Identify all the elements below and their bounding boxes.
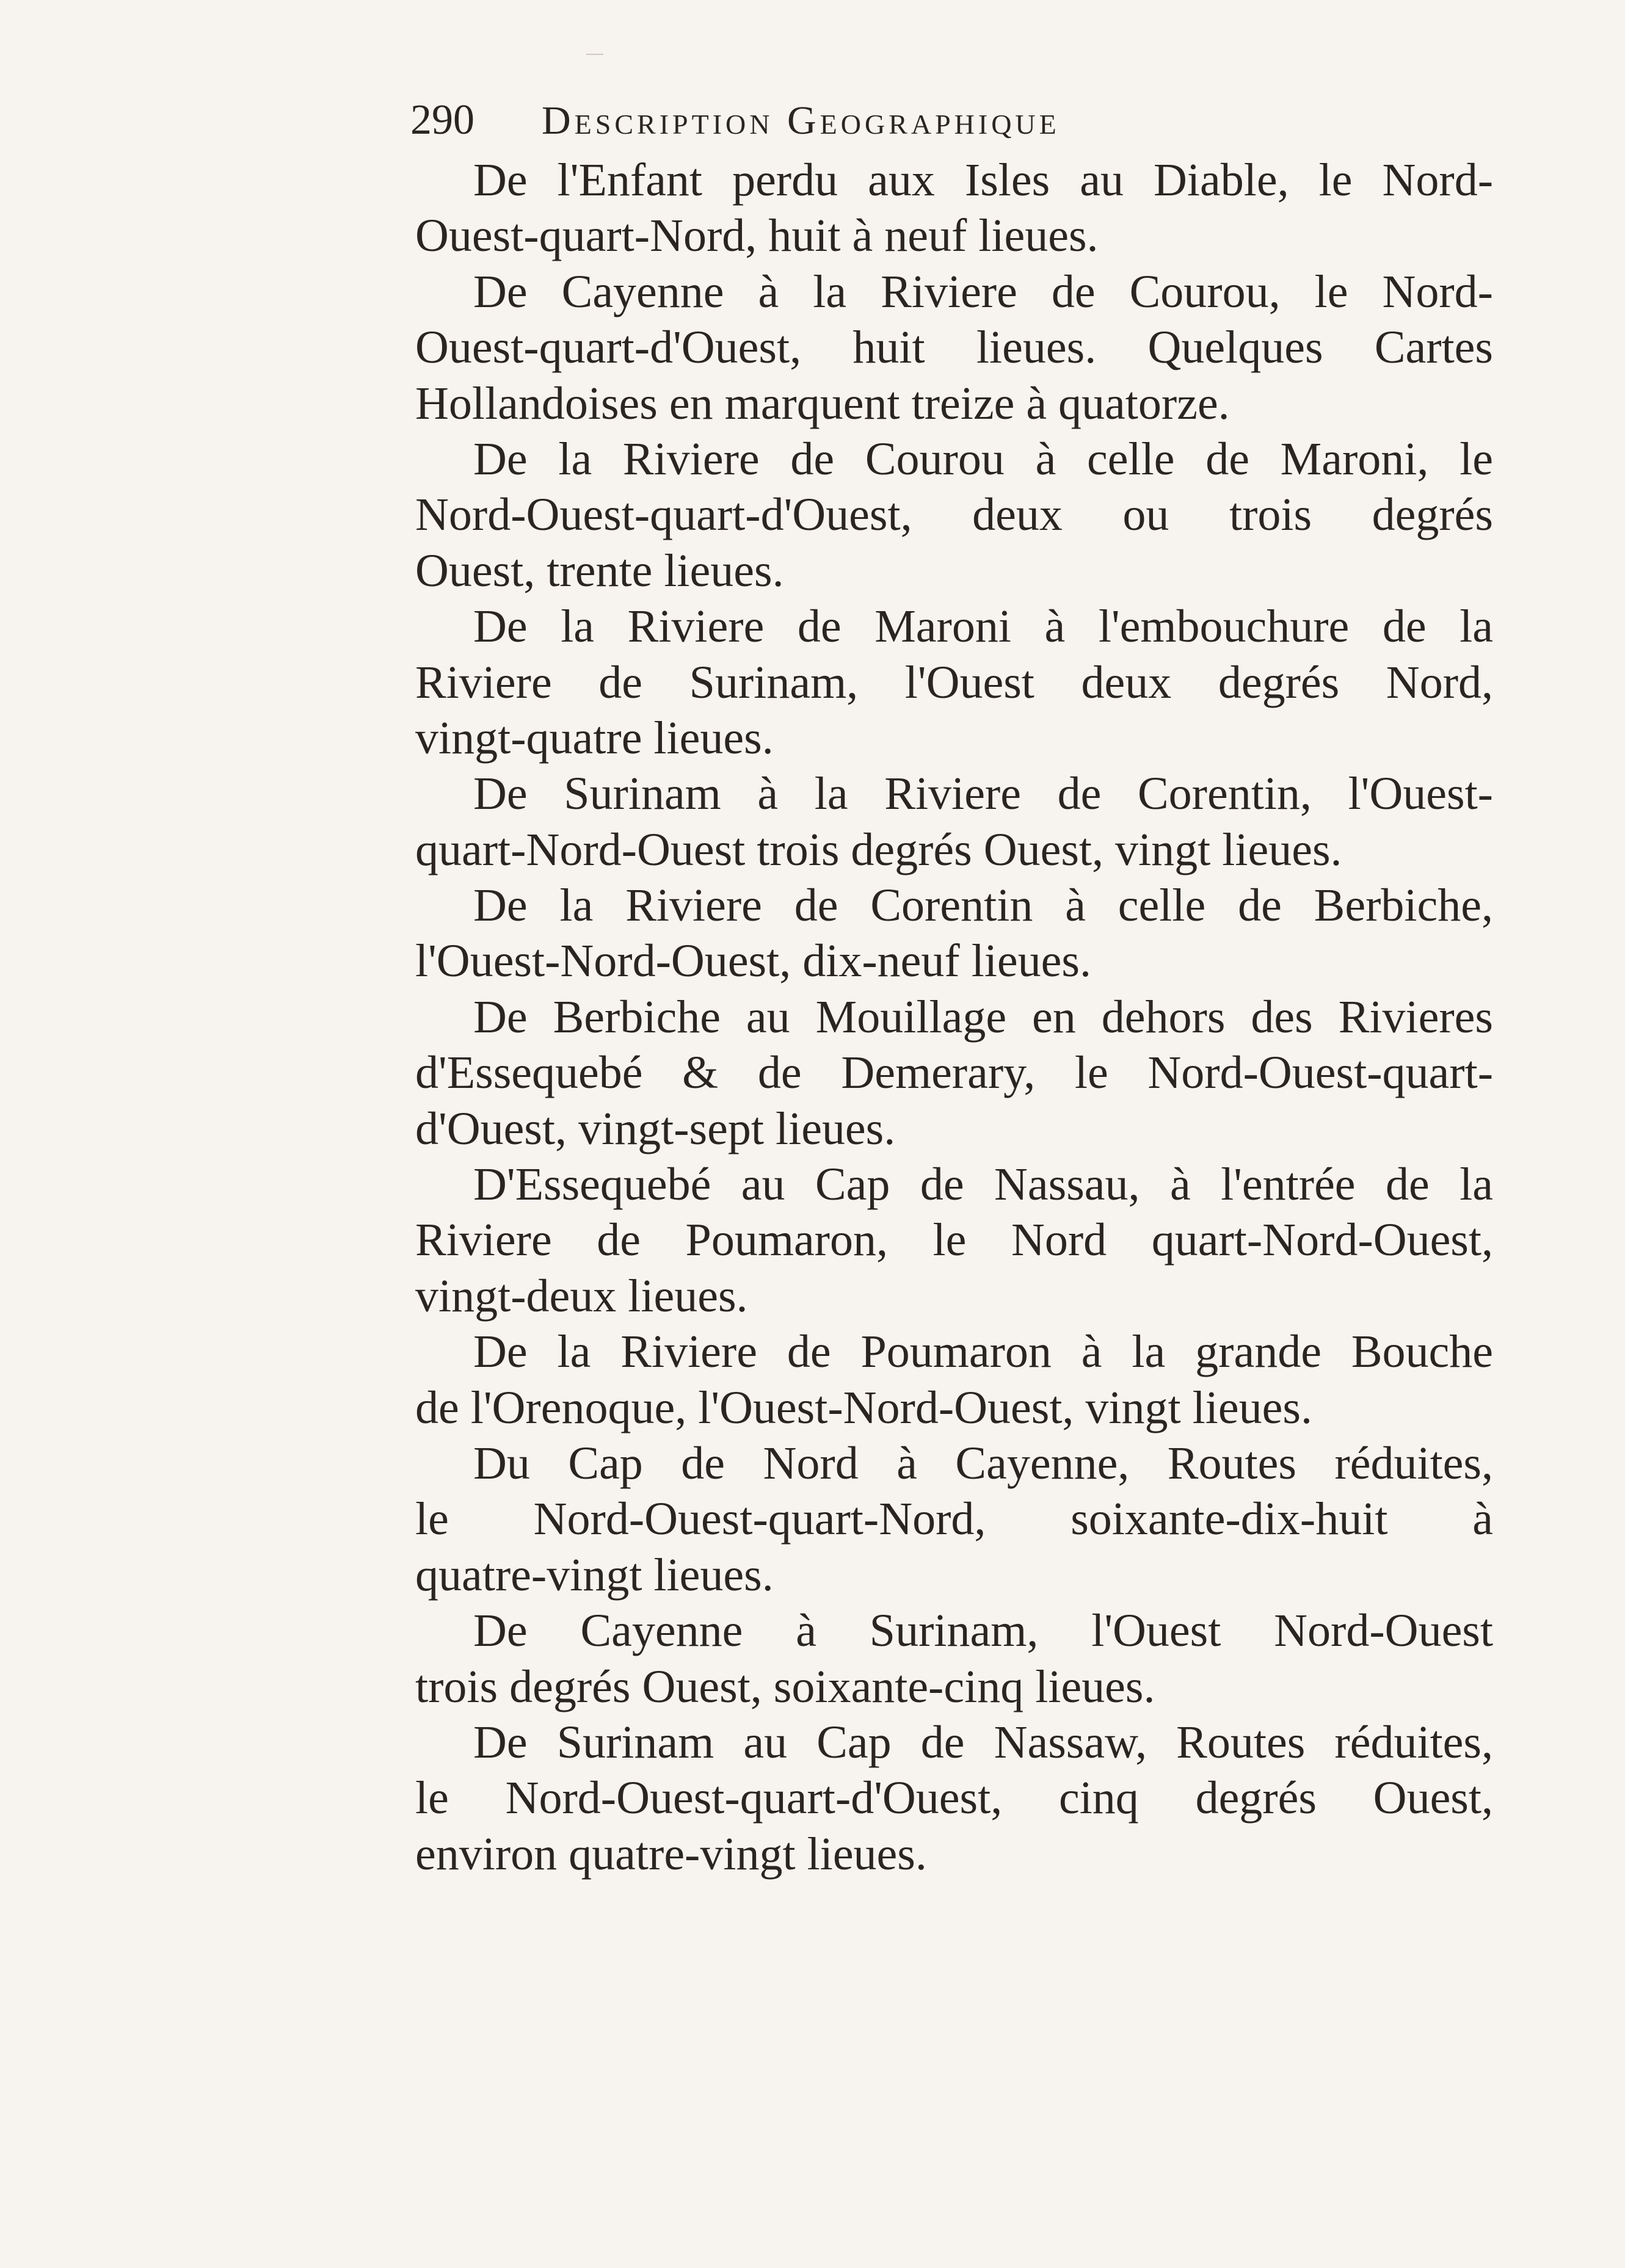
text-line: Ouest-quart-Nord, huit à neuf lieues. xyxy=(415,210,1099,262)
running-title: Description Geographique xyxy=(542,98,1060,143)
text-line: De la Riviere de Poumaron à la grande Bouche xyxy=(473,1326,1493,1378)
text-line: De Surinam au Cap de Nassaw, Routes réduites, xyxy=(473,1716,1493,1768)
text-line: Ouest-quart-d'Ouest, huit lieues. Quelques Cartes xyxy=(415,322,1493,374)
text-line: trois degrés Ouest, soixante-cinq lieues. xyxy=(415,1661,1155,1712)
text-line: De l'Enfant perdu aux Isles au Diable, le Nord- xyxy=(473,154,1493,206)
text-line: Ouest, trente lieues. xyxy=(415,545,784,596)
page-number: 290 xyxy=(410,96,474,143)
text-line: Du Cap de Nord à Cayenne, Routes réduites, xyxy=(473,1437,1493,1489)
text-line: d'Ouest, vingt-sept lieues. xyxy=(415,1103,896,1154)
printer-mark xyxy=(586,54,603,55)
text-line: De Berbiche au Mouillage en dehors des Rivieres xyxy=(473,991,1493,1043)
text-line: De Surinam à la Riviere de Corentin, l'Ouest- xyxy=(473,768,1493,820)
text-line: De la Riviere de Courou à celle de Maroni, le xyxy=(473,433,1493,485)
text-line: Hollandoises en marquent treize à quatorze. xyxy=(415,377,1230,429)
text-line: De la Riviere de Corentin à celle de Berbiche, xyxy=(473,880,1493,932)
text-line: le Nord-Ouest-quart-d'Ouest, cinq degrés Ouest, xyxy=(415,1772,1493,1824)
text-line: l'Ouest-Nord-Ouest, dix-neuf lieues. xyxy=(415,935,1091,987)
text-line: De la Riviere de Maroni à l'embouchure de la xyxy=(473,601,1493,653)
text-line: environ quatre-vingt lieues. xyxy=(415,1828,927,1880)
text-line: vingt-deux lieues. xyxy=(415,1270,748,1322)
running-head xyxy=(410,93,1363,148)
text-line: D'Essequebé au Cap de Nassau, à l'entrée de la xyxy=(473,1159,1493,1211)
text-line: de l'Orenoque, l'Ouest-Nord-Ouest, vingt lieues. xyxy=(415,1382,1312,1433)
text-line: quatre-vingt lieues. xyxy=(415,1549,774,1601)
text-line: De Cayenne à la Riviere de Courou, le Nord- xyxy=(473,266,1493,317)
text-line: Riviere de Poumaron, le Nord quart-Nord-Ouest, xyxy=(415,1214,1493,1266)
text-line: Riviere de Surinam, l'Ouest deux degrés Nord, xyxy=(415,656,1493,708)
text-line: quart-Nord-Ouest trois degrés Ouest, vingt lieues. xyxy=(415,824,1342,875)
text-line: Nord-Ouest-quart-d'Ouest, deux ou trois degrés xyxy=(415,489,1493,541)
body-text xyxy=(415,153,1493,1882)
text-line: le Nord-Ouest-quart-Nord, soixante-dix-huit à xyxy=(415,1493,1493,1545)
text-line: De Cayenne à Surinam, l'Ouest Nord-Ouest xyxy=(473,1605,1493,1657)
text-line: vingt-quatre lieues. xyxy=(415,712,774,764)
text-line: d'Essequebé & de Demerary, le Nord-Ouest-quart- xyxy=(415,1047,1493,1099)
